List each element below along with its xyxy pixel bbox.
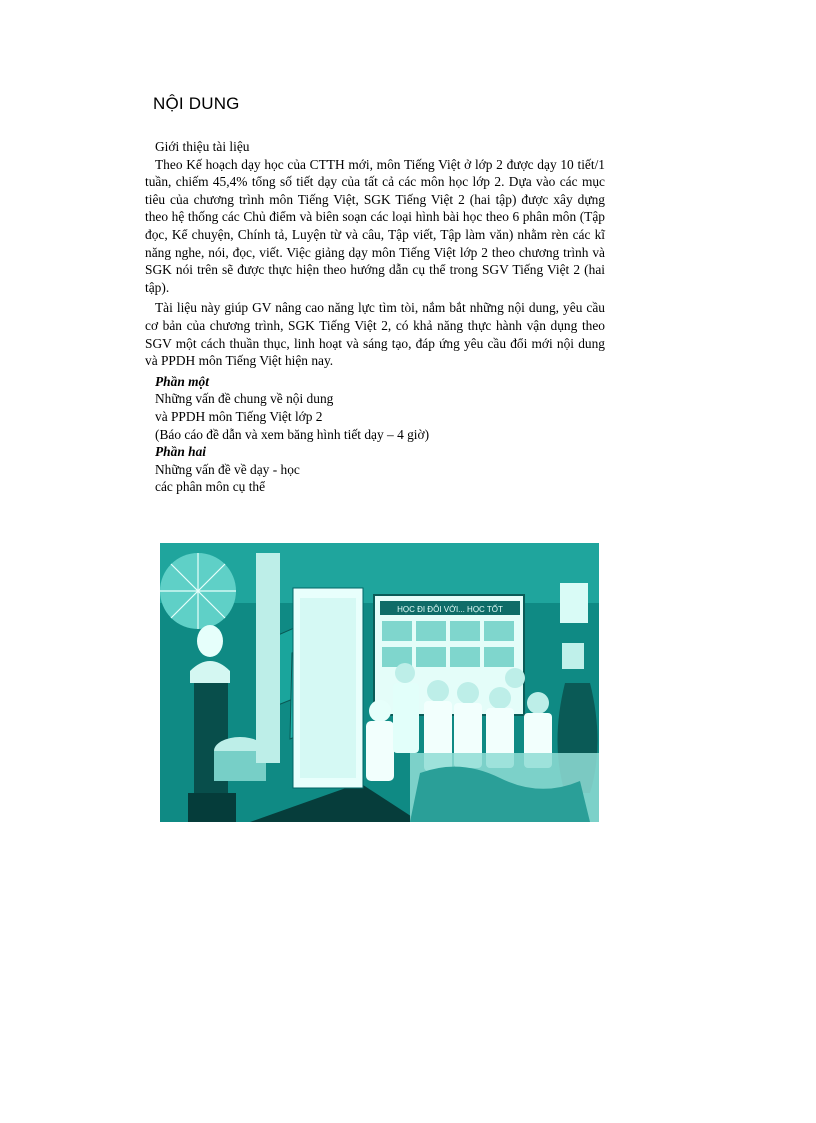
part-one-line-2: và PPDH môn Tiếng Việt lớp 2 xyxy=(155,408,323,424)
part-two-heading: Phần hai xyxy=(155,444,206,460)
document-body xyxy=(145,138,605,496)
part-one-line-1: Những vấn đề chung về nội dung xyxy=(155,391,334,407)
paragraph-2: Tài liệu này giúp GV nâng cao năng lực tìm tòi, nắm bắt những nội dung, yêu cầu cơ bản của chương trình, SGK Tiếng Việt 2, có khả năng thực hành vận dụng theo SGV một cách thuần thục, linh hoạt và sáng tạo, đáp ứng yêu cầu đổi mới nội dung và PPDH môn Tiếng Việt hiện nay. xyxy=(145,300,605,369)
classroom-photo xyxy=(160,543,599,822)
part-one-line-3: (Báo cáo đề dẫn và xem băng hình tiết dạy – 4 giờ) xyxy=(155,426,430,442)
part-two-line-1: Những vấn đề về dạy - học xyxy=(155,461,300,477)
paragraph-1: Theo Kế hoạch dạy học của CTTH mới, môn Tiếng Việt ở lớp 2 được dạy 10 tiết/1 tuần, chiếm 45,4% tổng số tiết dạy của tất cả các môn học lớp 2. Dựa vào các mục tiêu của chương trình môn Tiếng Việt, SGK Tiếng Việt 2 (hai tập) được xây dựng theo hệ thống các Chủ điểm và biên soạn các loại hình bài học theo 6 phân môn (Tập đọc, Kể chuyện, Chính tả, Luyện từ và câu, Tập viết, Tập làm văn) nhằm rèn các kĩ năng nghe, nói, đọc, viết. Việc giảng dạy môn Tiếng Việt lớp 2 theo chương trình và SGK nói trên sẽ được thực hiện theo hướng dẫn cụ thể trong SGV Tiếng Việt 2 (hai tập). xyxy=(145,156,605,295)
intro-heading: Giới thiệu tài liệu xyxy=(155,139,250,154)
part-one-heading: Phần một xyxy=(155,373,209,389)
page-title: NỘI DUNG xyxy=(153,94,240,113)
part-two-line-2: các phân môn cụ thể xyxy=(155,479,266,495)
banner-text: HỌC ĐI ĐÔI VỚI... HỌC TỐT xyxy=(397,605,503,614)
